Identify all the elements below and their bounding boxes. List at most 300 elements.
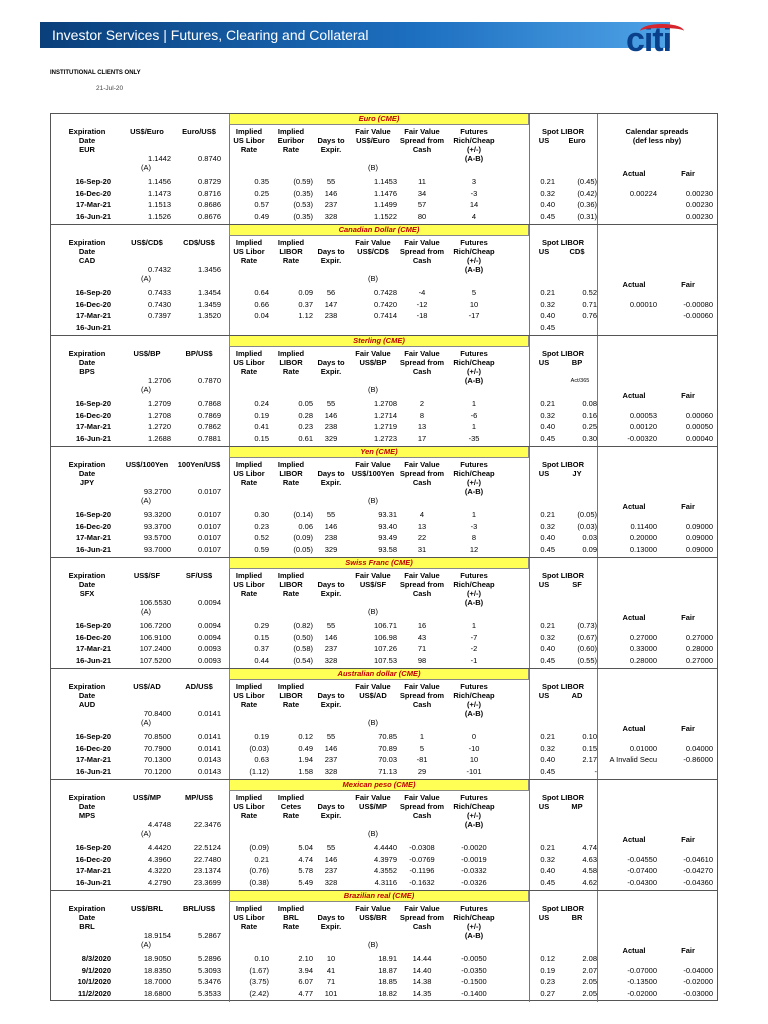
table-cell: -0.0050	[461, 954, 487, 963]
table-cell: 329	[324, 433, 338, 443]
table-cell: -10	[468, 743, 480, 753]
section-1	[51, 225, 717, 336]
column-header: AD/US$	[185, 682, 213, 691]
expiration-date: 17-Mar-21	[75, 755, 111, 764]
spot-rate-inverse: 0.7870	[198, 376, 221, 385]
column-header: US$/100Yen	[125, 460, 169, 469]
table-cell: 0.7868	[198, 399, 221, 408]
table-cell: (1.12)	[249, 766, 269, 776]
table-cell: -0.0020	[461, 843, 487, 852]
table-cell: 4.3979	[374, 854, 397, 864]
column-header: Implied LIBOR Rate	[277, 460, 305, 487]
column-header: Expiration Date EUR	[68, 127, 106, 154]
table-cell: 0.61	[298, 433, 313, 443]
column-header: Fair Value Spread from Cash	[399, 349, 445, 376]
column-header: Expiration Date BPS	[68, 349, 106, 376]
spot-rate: 1.2706	[148, 376, 171, 385]
table-cell: 0.09	[582, 544, 597, 554]
expiration-date: 16-Sep-20	[75, 843, 111, 852]
column-header: US$/AD	[133, 682, 161, 691]
table-cell: 0.0107	[198, 510, 221, 519]
expiration-date: 10/1/2020	[77, 977, 111, 986]
table-cell: 0.7869	[198, 410, 221, 420]
table-cell: 0.28000	[685, 644, 713, 653]
table-cell: 0.20000	[629, 533, 657, 542]
table-cell: 0.27000	[685, 655, 713, 665]
table-cell: (0.67)	[577, 632, 597, 642]
table-cell: 0.27000	[629, 632, 657, 642]
table-cell: (0.59)	[293, 177, 313, 186]
table-cell: 0.7397	[148, 311, 171, 320]
expiration-date: 16-Dec-20	[75, 299, 111, 309]
table-cell: 93.3200	[143, 510, 171, 519]
table-cell: 17	[417, 433, 427, 443]
column-header: 100Yen/US$	[177, 460, 221, 469]
label-b: (B)	[368, 829, 378, 838]
expiration-date: 16-Jun-21	[75, 433, 111, 443]
table-cell: 329	[324, 544, 338, 554]
table-cell: 0.05	[298, 399, 313, 408]
expiration-date: 17-Mar-21	[75, 644, 111, 653]
table-cell: 0.8729	[198, 177, 221, 186]
table-cell: 4.3552	[374, 866, 397, 875]
table-cell: 0.21	[254, 854, 269, 864]
table-cell: 0.7414	[374, 311, 397, 320]
table-cell: 0.10	[582, 732, 597, 741]
table-cell: 70.7900	[143, 743, 171, 753]
column-header: BP	[571, 358, 583, 367]
table-cell: 34	[417, 188, 427, 198]
column-header: AD	[571, 691, 583, 700]
table-cell: 12	[469, 544, 479, 554]
table-cell: 5	[471, 288, 477, 297]
table-cell: 0.40	[540, 866, 555, 875]
table-cell: -0.0332	[461, 866, 487, 875]
table-cell: 2.10	[298, 954, 313, 963]
table-cell: 328	[324, 766, 338, 776]
table-cell: 0.7433	[148, 288, 171, 297]
table-cell: 237	[324, 755, 338, 764]
table-cell: 147	[324, 299, 338, 309]
table-cell: 0.21	[540, 510, 555, 519]
table-cell: 1.3454	[198, 288, 221, 297]
column-header: US$/MP	[133, 793, 161, 802]
table-cell: 0.21	[540, 843, 555, 852]
table-cell: -3	[470, 521, 478, 531]
table-cell: 0.35	[254, 177, 269, 186]
table-cell: 1.3520	[198, 311, 221, 320]
table-cell: 107.26	[374, 644, 397, 653]
column-header: Implied US Libor Rate	[233, 904, 265, 931]
table-cell: 57	[417, 200, 427, 209]
table-cell: 2.05	[582, 988, 597, 998]
table-cell: 18.87	[378, 965, 397, 975]
column-header: CD$	[569, 247, 585, 256]
table-cell: 0.30	[582, 433, 597, 443]
column-header: Expiration Date MPS	[68, 793, 106, 820]
table-cell: -18	[416, 311, 428, 320]
column-header: Expiration Date SFX	[68, 571, 106, 598]
table-cell: -0.1500	[461, 977, 487, 986]
column-header: MP	[571, 802, 583, 811]
column-header: Actual	[622, 391, 646, 400]
table-cell: 0.09000	[685, 544, 713, 554]
table-cell: (0.05)	[577, 510, 597, 519]
table-cell: 0.45	[540, 655, 555, 665]
table-cell: 22	[417, 533, 427, 542]
expiration-date: 17-Mar-21	[75, 533, 111, 542]
table-cell: 0.0107	[198, 521, 221, 531]
table-cell: 0.27000	[685, 632, 713, 642]
table-cell: 0.25	[582, 422, 597, 431]
column-header: Fair	[681, 280, 695, 289]
table-cell: 1.1453	[374, 177, 397, 186]
table-cell: -0.00320	[627, 433, 657, 443]
table-cell: (0.03)	[249, 743, 269, 753]
column-header: Expiration Date CAD	[68, 238, 106, 265]
table-cell: 0.40	[540, 200, 555, 209]
column-header: Fair Value US$/AD	[355, 682, 391, 700]
table-cell: 4.2790	[148, 877, 171, 887]
table-cell: -0.13500	[627, 977, 657, 986]
table-cell: 18.7000	[143, 977, 171, 986]
table-cell: (0.05)	[293, 544, 313, 554]
table-cell: 55	[326, 177, 336, 186]
table-cell: 0.08	[582, 399, 597, 408]
table-cell: 0.27	[540, 988, 555, 998]
table-cell: 238	[324, 533, 338, 542]
table-cell: 0.7430	[148, 299, 171, 309]
table-cell: -3	[470, 188, 478, 198]
column-header: US	[538, 580, 550, 589]
spot-rate: 70.8400	[143, 709, 171, 718]
table-cell: 93.5700	[143, 533, 171, 542]
table-cell: -0.03000	[683, 988, 713, 998]
table-cell: 5.3476	[198, 977, 221, 986]
table-cell: 2.07	[582, 965, 597, 975]
table-cell: 237	[324, 644, 338, 653]
futures-table	[50, 113, 718, 1001]
table-cell: (1.67)	[249, 965, 269, 975]
table-cell: 0.16	[582, 410, 597, 420]
table-cell: 8	[419, 410, 425, 420]
table-cell: -81	[416, 755, 428, 764]
label-a: (A)	[141, 607, 151, 616]
table-cell: 107.53	[374, 655, 397, 665]
table-cell: 4.4440	[374, 843, 397, 852]
column-header: Expiration Date JPY	[68, 460, 106, 487]
table-cell: 1.2719	[374, 422, 397, 431]
table-cell: 237	[324, 866, 338, 875]
table-cell: 0.52	[254, 533, 269, 542]
table-cell: 1.2720	[148, 422, 171, 431]
table-cell: -0.04360	[683, 877, 713, 887]
column-header: Actual	[622, 502, 646, 511]
column-header: Spot LIBOR	[541, 127, 585, 136]
table-cell: 0.57	[254, 200, 269, 209]
column-header: Spot LIBOR	[541, 682, 585, 691]
column-header: Days to Expir.	[317, 580, 345, 598]
expiration-date: 16-Jun-21	[75, 322, 111, 332]
column-header: Fair Value US$/Euro	[355, 127, 391, 145]
table-cell: 14.44	[412, 954, 432, 963]
table-cell: 4	[419, 510, 425, 519]
label-b: (B)	[368, 607, 378, 616]
spot-rate: 93.2700	[143, 487, 171, 496]
table-cell: -0.0308	[409, 843, 435, 852]
table-cell: 13	[417, 521, 427, 531]
column-header: Fair	[681, 835, 695, 844]
table-cell: 22.5124	[193, 843, 221, 852]
table-cell: 0.45	[540, 433, 555, 443]
table-cell: 0.21	[540, 399, 555, 408]
table-cell: 41	[326, 965, 336, 975]
section-4	[51, 558, 717, 669]
table-cell: 70.85	[378, 732, 397, 741]
table-cell: 93.58	[378, 544, 397, 554]
table-cell: 1.1499	[374, 200, 397, 209]
table-cell: 0.41	[254, 422, 269, 431]
column-header: Fair Value US$/MP	[355, 793, 391, 811]
table-cell: 4.58	[582, 866, 597, 875]
table-cell: 0.00230	[685, 200, 713, 209]
column-header: Days to Expir.	[317, 247, 345, 265]
table-cell: 0.45	[540, 322, 555, 332]
expiration-date: 16-Jun-21	[75, 544, 111, 554]
section-title: Brazilian real (CME)	[229, 891, 529, 902]
table-cell: 0.7862	[198, 422, 221, 431]
table-cell: -0.0350	[461, 965, 487, 975]
table-cell: 106.98	[374, 632, 397, 642]
table-cell: 0.37	[254, 644, 269, 653]
table-cell: (0.42)	[577, 188, 597, 198]
column-divider	[597, 225, 598, 335]
table-cell: (0.03)	[577, 521, 597, 531]
column-header: Implied US Libor Rate	[233, 238, 265, 265]
column-header: Futures Rich/Cheap (+/-) (A-B)	[453, 682, 495, 718]
column-header: Days to Expir.	[317, 469, 345, 487]
column-header: MP/US$	[185, 793, 213, 802]
table-cell: 0.23	[540, 977, 555, 986]
table-cell: 0.15	[254, 433, 269, 443]
column-header: Euro	[568, 136, 586, 145]
expiration-date: 16-Sep-20	[75, 732, 111, 741]
table-cell: 0.33000	[629, 644, 657, 653]
column-header: Implied LIBOR Rate	[277, 238, 305, 265]
table-cell: 0.32	[540, 632, 555, 642]
expiration-date: 16-Dec-20	[75, 188, 111, 198]
table-cell: 0.19	[254, 410, 269, 420]
label-a: (A)	[141, 829, 151, 838]
column-header: Futures Rich/Cheap (+/-) (A-B)	[453, 238, 495, 274]
table-cell: 2.05	[582, 977, 597, 986]
table-cell: 0.00050	[685, 422, 713, 431]
table-cell: -0.07000	[627, 965, 657, 975]
table-cell: 4.3116	[374, 877, 397, 887]
column-header: SF/US$	[185, 571, 213, 580]
section-6	[51, 780, 717, 891]
table-cell: 18.6800	[143, 988, 171, 998]
table-cell: 4.74	[582, 843, 597, 852]
column-header: Implied Euribor Rate	[277, 127, 305, 154]
table-cell: 238	[324, 422, 338, 431]
table-cell: 0.8716	[198, 188, 221, 198]
table-cell: 0.28	[298, 410, 313, 420]
table-cell: 0.21	[540, 732, 555, 741]
table-cell: 328	[324, 211, 338, 221]
column-header: US$/BRL	[130, 904, 164, 913]
table-cell: 106.7200	[139, 621, 171, 630]
table-cell: 0.28000	[629, 655, 657, 665]
table-cell: -0.1196	[409, 866, 435, 875]
table-cell: 328	[324, 877, 338, 887]
label-b: (B)	[368, 163, 378, 172]
table-cell: 0.29	[254, 621, 269, 630]
section-0	[51, 114, 717, 225]
table-cell: 1	[419, 732, 425, 741]
table-cell: 3.94	[298, 965, 313, 975]
table-cell: 0.63	[254, 755, 269, 764]
column-header: Futures Rich/Cheap (+/-) (A-B)	[453, 571, 495, 607]
table-cell: -0.0769	[409, 854, 435, 864]
table-cell: 8	[471, 533, 477, 542]
table-cell: 0.00060	[685, 410, 713, 420]
table-cell: 0.7881	[198, 433, 221, 443]
table-cell: -	[594, 766, 597, 776]
table-cell: 0.45	[540, 877, 555, 887]
clients-only-note: INSTITUTIONAL CLIENTS ONLY	[50, 70, 141, 76]
table-cell: 146	[324, 521, 338, 531]
table-cell: 4.3220	[148, 866, 171, 875]
table-cell: 0.52	[582, 288, 597, 297]
table-cell: -0.1632	[409, 877, 435, 887]
column-header: Days to Expir.	[317, 802, 345, 820]
table-cell: 146	[324, 410, 338, 420]
label-b: (B)	[368, 718, 378, 727]
table-cell: 0.03	[582, 533, 597, 542]
table-cell: 1.2708	[148, 410, 171, 420]
column-header: Spot LIBOR	[541, 571, 585, 580]
section-title: Sterling (CME)	[229, 336, 529, 347]
table-cell: 0.40	[540, 644, 555, 653]
column-header: Fair Value US$/BR	[355, 904, 391, 922]
column-header: Fair Value Spread from Cash	[399, 904, 445, 931]
table-cell: (0.35)	[293, 211, 313, 221]
table-cell: 55	[326, 732, 336, 741]
table-cell: (2.42)	[249, 988, 269, 998]
table-cell: 0.8686	[198, 200, 221, 209]
column-header: Fair Value Spread from Cash	[399, 460, 445, 487]
table-cell: 18.9050	[143, 954, 171, 963]
column-header: BP/US$	[185, 349, 213, 358]
table-cell: 0.40	[540, 311, 555, 320]
table-cell: 93.31	[378, 510, 397, 519]
table-cell: 0.71	[582, 299, 597, 309]
column-header: Actual	[622, 946, 646, 955]
table-cell: 6.07	[298, 977, 313, 986]
table-cell: 0.23	[298, 422, 313, 431]
table-cell: 0.0141	[198, 732, 221, 741]
table-cell: 0.09000	[685, 533, 713, 542]
table-cell: 22.7480	[193, 854, 221, 864]
column-header: US$/CD$	[131, 238, 163, 247]
spot-rate-inverse: 1.3456	[198, 265, 221, 274]
table-cell: -0.07400	[627, 866, 657, 875]
table-cell: 0.32	[540, 410, 555, 420]
table-cell: 0.45	[540, 211, 555, 221]
column-header: Implied BRL Rate	[277, 904, 305, 931]
table-cell: 3	[471, 177, 477, 186]
column-header: US$/BP	[133, 349, 161, 358]
table-cell: -0.00080	[683, 299, 713, 309]
column-header: Fair Value US$/BP	[355, 349, 391, 367]
table-cell: 5	[419, 743, 425, 753]
expiration-date: 16-Sep-20	[75, 621, 111, 630]
column-header: Actual	[622, 724, 646, 733]
citi-logo	[626, 22, 696, 58]
table-cell: (0.82)	[293, 621, 313, 630]
expiration-date: 16-Jun-21	[75, 211, 111, 221]
table-cell: 0.06	[298, 521, 313, 531]
spot-rate: 106.5530	[139, 598, 171, 607]
table-cell: 18.85	[378, 977, 397, 986]
label-b: (B)	[368, 385, 378, 394]
table-cell: 31	[417, 544, 427, 554]
expiration-date: 16-Dec-20	[75, 410, 111, 420]
table-cell: (0.14)	[293, 510, 313, 519]
column-header: Days to Expir.	[317, 691, 345, 709]
expiration-date: 16-Sep-20	[75, 510, 111, 519]
table-cell: 146	[324, 743, 338, 753]
label-a: (A)	[141, 940, 151, 949]
column-header: Actual	[622, 280, 646, 289]
expiration-date: 16-Jun-21	[75, 655, 111, 665]
table-cell: 0.23	[254, 521, 269, 531]
table-cell: 0.04	[254, 311, 269, 320]
table-cell: 0.15	[254, 632, 269, 642]
expiration-date: 16-Jun-21	[75, 766, 111, 776]
column-header: JY	[572, 469, 582, 478]
table-cell: 14	[469, 200, 479, 209]
table-cell: 1	[471, 422, 477, 431]
table-cell: 80	[417, 211, 427, 221]
table-cell: (0.73)	[577, 621, 597, 630]
table-cell: 0.40	[540, 422, 555, 431]
table-cell: 0.0094	[198, 621, 221, 630]
section-title: Yen (CME)	[229, 447, 529, 458]
column-header: Actual	[622, 835, 646, 844]
table-cell: 14.40	[412, 965, 432, 975]
table-cell: 71.13	[378, 766, 397, 776]
column-header: Implied LIBOR Rate	[277, 571, 305, 598]
column-header: Fair	[681, 724, 695, 733]
table-cell: 1.12	[298, 311, 313, 320]
column-header: Futures Rich/Cheap (+/-) (A-B)	[453, 349, 495, 385]
table-cell: 5.2896	[198, 954, 221, 963]
column-header: Days to Expir.	[317, 136, 345, 154]
table-cell: 56	[326, 288, 336, 297]
table-cell: 0.09	[298, 288, 313, 297]
column-header: Futures Rich/Cheap (+/-) (A-B)	[453, 904, 495, 940]
table-cell: 4.3960	[148, 854, 171, 864]
label-a: (A)	[141, 274, 151, 283]
column-header: Futures Rich/Cheap (+/-) (A-B)	[453, 127, 495, 163]
table-cell: 93.40	[378, 521, 397, 531]
expiration-date: 11/2/2020	[78, 988, 111, 998]
label-b: (B)	[368, 940, 378, 949]
table-cell: 0.66	[254, 299, 269, 309]
table-cell: -0.0326	[461, 877, 487, 887]
